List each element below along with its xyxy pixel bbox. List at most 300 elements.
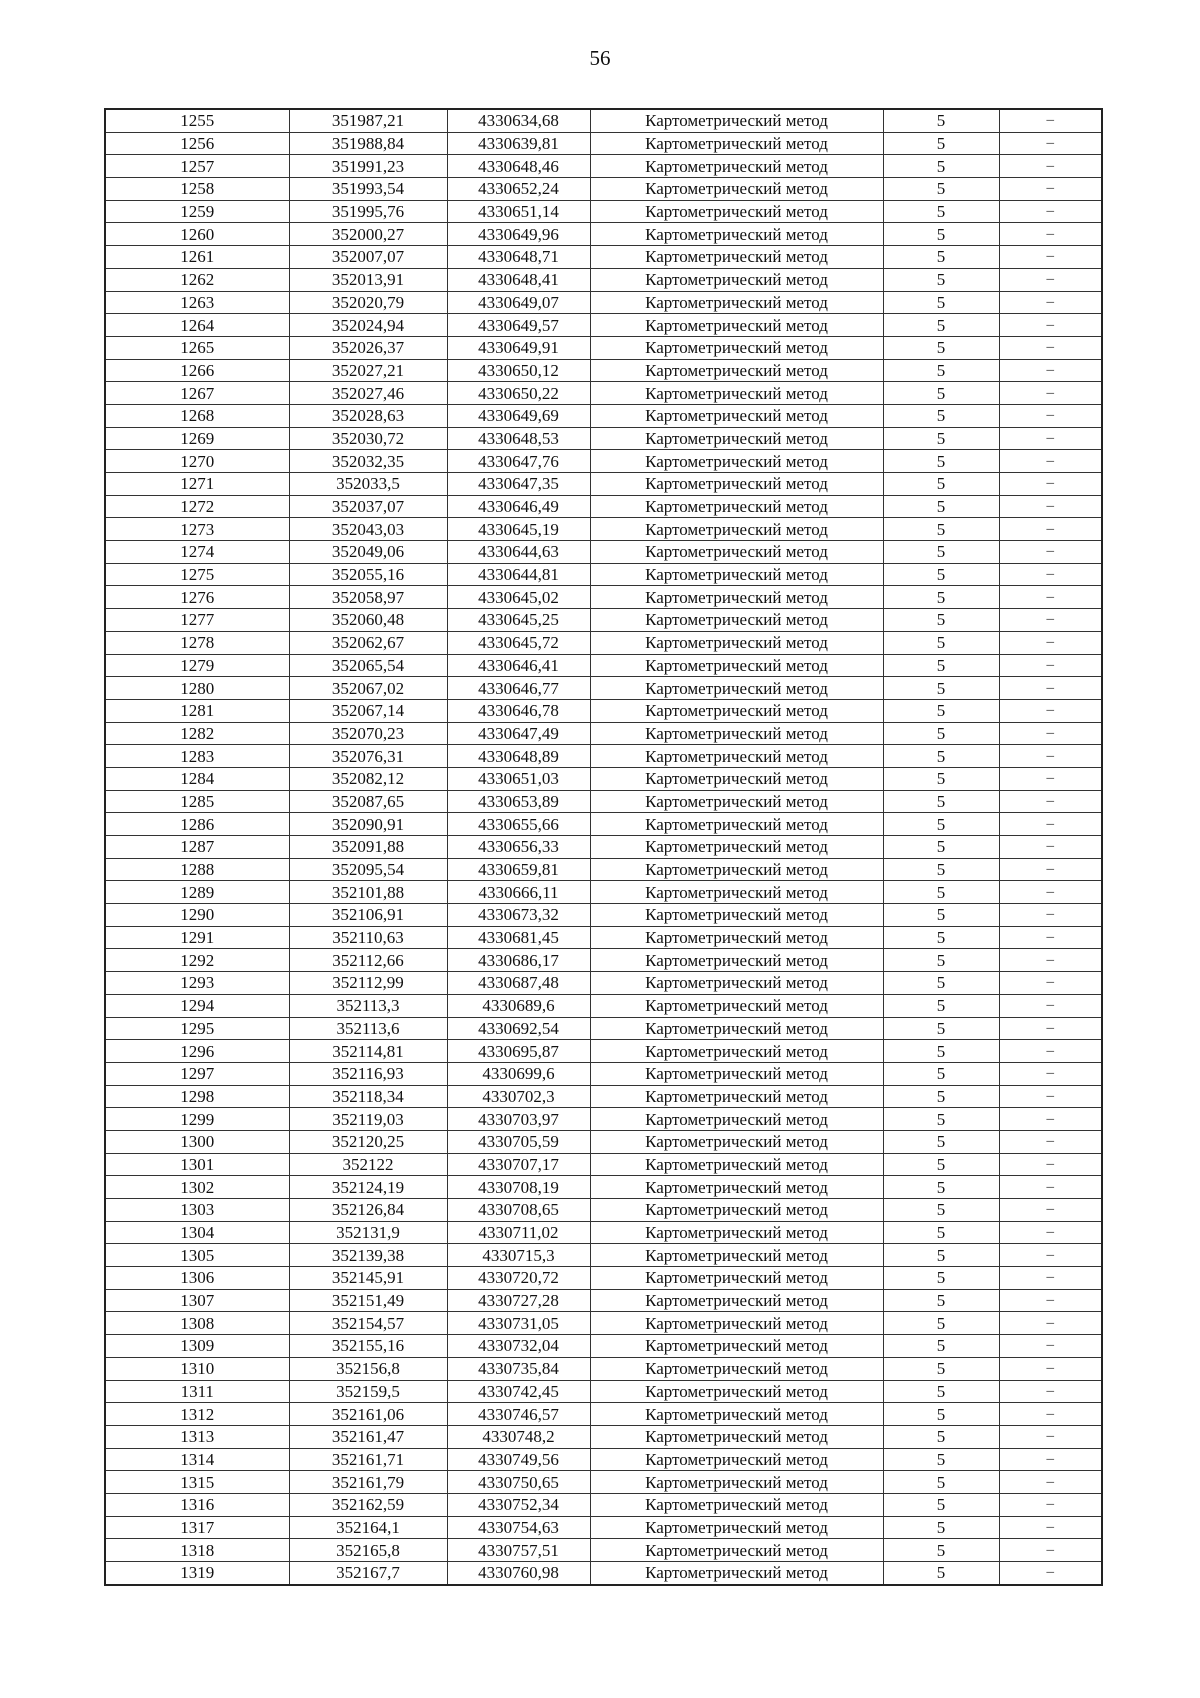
x-coordinate-cell: 352026,37 bbox=[289, 336, 447, 359]
x-coordinate-cell: 351987,21 bbox=[289, 109, 447, 132]
x-coordinate-cell: 352118,34 bbox=[289, 1085, 447, 1108]
y-coordinate-cell: 4330651,03 bbox=[447, 767, 590, 790]
table-row bbox=[105, 1108, 1102, 1131]
table-row bbox=[105, 541, 1102, 564]
extra-cell: – bbox=[999, 200, 1102, 223]
method-cell: Картометрический метод bbox=[590, 473, 883, 496]
method-cell: Картометрический метод bbox=[590, 1471, 883, 1494]
extra-cell: – bbox=[999, 1357, 1102, 1380]
extra-cell: – bbox=[999, 1085, 1102, 1108]
x-coordinate-cell: 352156,8 bbox=[289, 1357, 447, 1380]
point-number-cell: 1270 bbox=[105, 450, 289, 473]
method-cell: Картометрический метод bbox=[590, 336, 883, 359]
extra-cell: – bbox=[999, 1062, 1102, 1085]
method-cell: Картометрический метод bbox=[590, 1539, 883, 1562]
table-row bbox=[105, 404, 1102, 427]
y-coordinate-cell: 4330646,41 bbox=[447, 654, 590, 677]
table-row bbox=[105, 904, 1102, 927]
method-cell: Картометрический метод bbox=[590, 722, 883, 745]
table-row bbox=[105, 495, 1102, 518]
y-coordinate-cell: 4330652,24 bbox=[447, 178, 590, 201]
extra-cell: – bbox=[999, 132, 1102, 155]
y-coordinate-cell: 4330754,63 bbox=[447, 1516, 590, 1539]
point-number-cell: 1274 bbox=[105, 541, 289, 564]
y-coordinate-cell: 4330655,66 bbox=[447, 813, 590, 836]
extra-cell: – bbox=[999, 382, 1102, 405]
accuracy-cell: 5 bbox=[883, 336, 999, 359]
extra-cell: – bbox=[999, 1153, 1102, 1176]
table-row bbox=[105, 336, 1102, 359]
table-row bbox=[105, 132, 1102, 155]
x-coordinate-cell: 352165,8 bbox=[289, 1539, 447, 1562]
x-coordinate-cell: 351995,76 bbox=[289, 200, 447, 223]
point-number-cell: 1284 bbox=[105, 767, 289, 790]
y-coordinate-cell: 4330673,32 bbox=[447, 904, 590, 927]
extra-cell: – bbox=[999, 1040, 1102, 1063]
x-coordinate-cell: 352161,79 bbox=[289, 1471, 447, 1494]
table-row bbox=[105, 813, 1102, 836]
method-cell: Картометрический метод bbox=[590, 994, 883, 1017]
extra-cell: – bbox=[999, 1312, 1102, 1335]
method-cell: Картометрический метод bbox=[590, 790, 883, 813]
point-number-cell: 1309 bbox=[105, 1335, 289, 1358]
table-row bbox=[105, 836, 1102, 859]
extra-cell: – bbox=[999, 1403, 1102, 1426]
point-number-cell: 1290 bbox=[105, 904, 289, 927]
accuracy-cell: 5 bbox=[883, 1130, 999, 1153]
x-coordinate-cell: 352000,27 bbox=[289, 223, 447, 246]
y-coordinate-cell: 4330666,11 bbox=[447, 881, 590, 904]
y-coordinate-cell: 4330727,28 bbox=[447, 1289, 590, 1312]
point-number-cell: 1262 bbox=[105, 268, 289, 291]
extra-cell: – bbox=[999, 223, 1102, 246]
point-number-cell: 1308 bbox=[105, 1312, 289, 1335]
table-row bbox=[105, 677, 1102, 700]
method-cell: Картометрический метод bbox=[590, 1108, 883, 1131]
accuracy-cell: 5 bbox=[883, 314, 999, 337]
method-cell: Картометрический метод bbox=[590, 677, 883, 700]
accuracy-cell: 5 bbox=[883, 495, 999, 518]
accuracy-cell: 5 bbox=[883, 427, 999, 450]
table-row bbox=[105, 1335, 1102, 1358]
y-coordinate-cell: 4330687,48 bbox=[447, 972, 590, 995]
y-coordinate-cell: 4330752,34 bbox=[447, 1493, 590, 1516]
table-row bbox=[105, 790, 1102, 813]
extra-cell: – bbox=[999, 586, 1102, 609]
accuracy-cell: 5 bbox=[883, 586, 999, 609]
x-coordinate-cell: 352116,93 bbox=[289, 1062, 447, 1085]
x-coordinate-cell: 352065,54 bbox=[289, 654, 447, 677]
point-number-cell: 1280 bbox=[105, 677, 289, 700]
accuracy-cell: 5 bbox=[883, 1040, 999, 1063]
x-coordinate-cell: 352122 bbox=[289, 1153, 447, 1176]
x-coordinate-cell: 352043,03 bbox=[289, 518, 447, 541]
accuracy-cell: 5 bbox=[883, 1335, 999, 1358]
method-cell: Картометрический метод bbox=[590, 1176, 883, 1199]
y-coordinate-cell: 4330650,22 bbox=[447, 382, 590, 405]
extra-cell: – bbox=[999, 1017, 1102, 1040]
accuracy-cell: 5 bbox=[883, 858, 999, 881]
method-cell: Картометрический метод bbox=[590, 314, 883, 337]
extra-cell: – bbox=[999, 246, 1102, 269]
extra-cell: – bbox=[999, 178, 1102, 201]
x-coordinate-cell: 352007,07 bbox=[289, 246, 447, 269]
accuracy-cell: 5 bbox=[883, 1108, 999, 1131]
y-coordinate-cell: 4330681,45 bbox=[447, 926, 590, 949]
extra-cell: – bbox=[999, 609, 1102, 632]
point-number-cell: 1313 bbox=[105, 1425, 289, 1448]
x-coordinate-cell: 352076,31 bbox=[289, 745, 447, 768]
point-number-cell: 1277 bbox=[105, 609, 289, 632]
extra-cell: – bbox=[999, 790, 1102, 813]
extra-cell: – bbox=[999, 541, 1102, 564]
x-coordinate-cell: 352082,12 bbox=[289, 767, 447, 790]
x-coordinate-cell: 352112,99 bbox=[289, 972, 447, 995]
x-coordinate-cell: 352114,81 bbox=[289, 1040, 447, 1063]
y-coordinate-cell: 4330649,57 bbox=[447, 314, 590, 337]
accuracy-cell: 5 bbox=[883, 268, 999, 291]
accuracy-cell: 5 bbox=[883, 1425, 999, 1448]
point-number-cell: 1265 bbox=[105, 336, 289, 359]
point-number-cell: 1302 bbox=[105, 1176, 289, 1199]
method-cell: Картометрический метод bbox=[590, 1267, 883, 1290]
table-row bbox=[105, 699, 1102, 722]
method-cell: Картометрический метод bbox=[590, 427, 883, 450]
point-number-cell: 1314 bbox=[105, 1448, 289, 1471]
y-coordinate-cell: 4330699,6 bbox=[447, 1062, 590, 1085]
x-coordinate-cell: 352091,88 bbox=[289, 836, 447, 859]
extra-cell: – bbox=[999, 881, 1102, 904]
table-row bbox=[105, 1130, 1102, 1153]
method-cell: Картометрический метод bbox=[590, 1448, 883, 1471]
method-cell: Картометрический метод bbox=[590, 1017, 883, 1040]
point-number-cell: 1261 bbox=[105, 246, 289, 269]
table-row bbox=[105, 223, 1102, 246]
method-cell: Картометрический метод bbox=[590, 109, 883, 132]
accuracy-cell: 5 bbox=[883, 541, 999, 564]
accuracy-cell: 5 bbox=[883, 609, 999, 632]
extra-cell: – bbox=[999, 495, 1102, 518]
x-coordinate-cell: 352090,91 bbox=[289, 813, 447, 836]
y-coordinate-cell: 4330757,51 bbox=[447, 1539, 590, 1562]
y-coordinate-cell: 4330645,02 bbox=[447, 586, 590, 609]
table-row bbox=[105, 359, 1102, 382]
y-coordinate-cell: 4330702,3 bbox=[447, 1085, 590, 1108]
method-cell: Картометрический метод bbox=[590, 1380, 883, 1403]
x-coordinate-cell: 352060,48 bbox=[289, 609, 447, 632]
table-row bbox=[105, 881, 1102, 904]
extra-cell: – bbox=[999, 836, 1102, 859]
accuracy-cell: 5 bbox=[883, 1017, 999, 1040]
method-cell: Картометрический метод bbox=[590, 586, 883, 609]
method-cell: Картометрический метод bbox=[590, 654, 883, 677]
y-coordinate-cell: 4330645,19 bbox=[447, 518, 590, 541]
table-row bbox=[105, 1176, 1102, 1199]
extra-cell: – bbox=[999, 1221, 1102, 1244]
x-coordinate-cell: 352101,88 bbox=[289, 881, 447, 904]
x-coordinate-cell: 351988,84 bbox=[289, 132, 447, 155]
table-body bbox=[105, 109, 1102, 1585]
method-cell: Картометрический метод bbox=[590, 972, 883, 995]
method-cell: Картометрический метод bbox=[590, 132, 883, 155]
extra-cell: – bbox=[999, 336, 1102, 359]
y-coordinate-cell: 4330742,45 bbox=[447, 1380, 590, 1403]
accuracy-cell: 5 bbox=[883, 109, 999, 132]
accuracy-cell: 5 bbox=[883, 1493, 999, 1516]
x-coordinate-cell: 352155,16 bbox=[289, 1335, 447, 1358]
y-coordinate-cell: 4330649,91 bbox=[447, 336, 590, 359]
table-row bbox=[105, 745, 1102, 768]
accuracy-cell: 5 bbox=[883, 972, 999, 995]
x-coordinate-cell: 352013,91 bbox=[289, 268, 447, 291]
method-cell: Картометрический метод bbox=[590, 1425, 883, 1448]
point-number-cell: 1273 bbox=[105, 518, 289, 541]
table-row bbox=[105, 1539, 1102, 1562]
x-coordinate-cell: 352087,65 bbox=[289, 790, 447, 813]
accuracy-cell: 5 bbox=[883, 1221, 999, 1244]
table-row bbox=[105, 1448, 1102, 1471]
accuracy-cell: 5 bbox=[883, 836, 999, 859]
coordinates-table-container bbox=[104, 108, 1101, 1586]
table-row bbox=[105, 926, 1102, 949]
y-coordinate-cell: 4330703,97 bbox=[447, 1108, 590, 1131]
x-coordinate-cell: 352145,91 bbox=[289, 1267, 447, 1290]
accuracy-cell: 5 bbox=[883, 1176, 999, 1199]
table-row bbox=[105, 1199, 1102, 1222]
table-row bbox=[105, 563, 1102, 586]
x-coordinate-cell: 352030,72 bbox=[289, 427, 447, 450]
extra-cell: – bbox=[999, 677, 1102, 700]
accuracy-cell: 5 bbox=[883, 1153, 999, 1176]
y-coordinate-cell: 4330746,57 bbox=[447, 1403, 590, 1426]
extra-cell: – bbox=[999, 1562, 1102, 1585]
y-coordinate-cell: 4330649,96 bbox=[447, 223, 590, 246]
x-coordinate-cell: 352113,3 bbox=[289, 994, 447, 1017]
extra-cell: – bbox=[999, 1516, 1102, 1539]
point-number-cell: 1297 bbox=[105, 1062, 289, 1085]
table-row bbox=[105, 1062, 1102, 1085]
point-number-cell: 1285 bbox=[105, 790, 289, 813]
table-row bbox=[105, 200, 1102, 223]
extra-cell: – bbox=[999, 427, 1102, 450]
table-row bbox=[105, 654, 1102, 677]
point-number-cell: 1317 bbox=[105, 1516, 289, 1539]
x-coordinate-cell: 352164,1 bbox=[289, 1516, 447, 1539]
x-coordinate-cell: 352067,14 bbox=[289, 699, 447, 722]
extra-cell: – bbox=[999, 994, 1102, 1017]
y-coordinate-cell: 4330653,89 bbox=[447, 790, 590, 813]
accuracy-cell: 5 bbox=[883, 404, 999, 427]
method-cell: Картометрический метод bbox=[590, 1357, 883, 1380]
y-coordinate-cell: 4330647,76 bbox=[447, 450, 590, 473]
point-number-cell: 1305 bbox=[105, 1244, 289, 1267]
extra-cell: – bbox=[999, 1267, 1102, 1290]
x-coordinate-cell: 352020,79 bbox=[289, 291, 447, 314]
x-coordinate-cell: 352106,91 bbox=[289, 904, 447, 927]
accuracy-cell: 5 bbox=[883, 1289, 999, 1312]
y-coordinate-cell: 4330645,72 bbox=[447, 631, 590, 654]
extra-cell: – bbox=[999, 268, 1102, 291]
accuracy-cell: 5 bbox=[883, 1199, 999, 1222]
method-cell: Картометрический метод bbox=[590, 291, 883, 314]
point-number-cell: 1260 bbox=[105, 223, 289, 246]
x-coordinate-cell: 352167,7 bbox=[289, 1562, 447, 1585]
table-row bbox=[105, 1153, 1102, 1176]
extra-cell: – bbox=[999, 1289, 1102, 1312]
point-number-cell: 1304 bbox=[105, 1221, 289, 1244]
method-cell: Картометрический метод bbox=[590, 836, 883, 859]
accuracy-cell: 5 bbox=[883, 1403, 999, 1426]
method-cell: Картометрический метод bbox=[590, 200, 883, 223]
extra-cell: – bbox=[999, 1244, 1102, 1267]
accuracy-cell: 5 bbox=[883, 359, 999, 382]
extra-cell: – bbox=[999, 972, 1102, 995]
x-coordinate-cell: 352033,5 bbox=[289, 473, 447, 496]
table-row bbox=[105, 155, 1102, 178]
table-row bbox=[105, 291, 1102, 314]
method-cell: Картометрический метод bbox=[590, 404, 883, 427]
y-coordinate-cell: 4330686,17 bbox=[447, 949, 590, 972]
point-number-cell: 1255 bbox=[105, 109, 289, 132]
accuracy-cell: 5 bbox=[883, 994, 999, 1017]
point-number-cell: 1283 bbox=[105, 745, 289, 768]
extra-cell: – bbox=[999, 1448, 1102, 1471]
x-coordinate-cell: 352119,03 bbox=[289, 1108, 447, 1131]
table-row bbox=[105, 1221, 1102, 1244]
accuracy-cell: 5 bbox=[883, 699, 999, 722]
point-number-cell: 1278 bbox=[105, 631, 289, 654]
accuracy-cell: 5 bbox=[883, 1312, 999, 1335]
x-coordinate-cell: 352049,06 bbox=[289, 541, 447, 564]
y-coordinate-cell: 4330646,78 bbox=[447, 699, 590, 722]
x-coordinate-cell: 352112,66 bbox=[289, 949, 447, 972]
method-cell: Картометрический метод bbox=[590, 745, 883, 768]
y-coordinate-cell: 4330648,46 bbox=[447, 155, 590, 178]
table-row bbox=[105, 518, 1102, 541]
method-cell: Картометрический метод bbox=[590, 1403, 883, 1426]
x-coordinate-cell: 352161,47 bbox=[289, 1425, 447, 1448]
point-number-cell: 1271 bbox=[105, 473, 289, 496]
accuracy-cell: 5 bbox=[883, 246, 999, 269]
method-cell: Картометрический метод bbox=[590, 699, 883, 722]
x-coordinate-cell: 352027,46 bbox=[289, 382, 447, 405]
table-row bbox=[105, 994, 1102, 1017]
y-coordinate-cell: 4330749,56 bbox=[447, 1448, 590, 1471]
extra-cell: – bbox=[999, 1176, 1102, 1199]
y-coordinate-cell: 4330648,41 bbox=[447, 268, 590, 291]
table-row bbox=[105, 1562, 1102, 1585]
point-number-cell: 1256 bbox=[105, 132, 289, 155]
y-coordinate-cell: 4330649,07 bbox=[447, 291, 590, 314]
point-number-cell: 1295 bbox=[105, 1017, 289, 1040]
table-row bbox=[105, 450, 1102, 473]
extra-cell: – bbox=[999, 654, 1102, 677]
point-number-cell: 1272 bbox=[105, 495, 289, 518]
y-coordinate-cell: 4330648,53 bbox=[447, 427, 590, 450]
x-coordinate-cell: 352159,5 bbox=[289, 1380, 447, 1403]
table-row bbox=[105, 178, 1102, 201]
method-cell: Картометрический метод bbox=[590, 1085, 883, 1108]
x-coordinate-cell: 352161,06 bbox=[289, 1403, 447, 1426]
method-cell: Картометрический метод bbox=[590, 813, 883, 836]
method-cell: Картометрический метод bbox=[590, 949, 883, 972]
x-coordinate-cell: 352131,9 bbox=[289, 1221, 447, 1244]
method-cell: Картометрический метод bbox=[590, 1312, 883, 1335]
y-coordinate-cell: 4330692,54 bbox=[447, 1017, 590, 1040]
x-coordinate-cell: 352113,6 bbox=[289, 1017, 447, 1040]
extra-cell: – bbox=[999, 767, 1102, 790]
extra-cell: – bbox=[999, 1380, 1102, 1403]
accuracy-cell: 5 bbox=[883, 1516, 999, 1539]
point-number-cell: 1292 bbox=[105, 949, 289, 972]
x-coordinate-cell: 352028,63 bbox=[289, 404, 447, 427]
table-row bbox=[105, 1085, 1102, 1108]
x-coordinate-cell: 352161,71 bbox=[289, 1448, 447, 1471]
table-row bbox=[105, 631, 1102, 654]
accuracy-cell: 5 bbox=[883, 473, 999, 496]
x-coordinate-cell: 352027,21 bbox=[289, 359, 447, 382]
extra-cell: – bbox=[999, 563, 1102, 586]
extra-cell: – bbox=[999, 1108, 1102, 1131]
extra-cell: – bbox=[999, 1130, 1102, 1153]
x-coordinate-cell: 352037,07 bbox=[289, 495, 447, 518]
y-coordinate-cell: 4330720,72 bbox=[447, 1267, 590, 1290]
y-coordinate-cell: 4330748,2 bbox=[447, 1425, 590, 1448]
x-coordinate-cell: 352024,94 bbox=[289, 314, 447, 337]
extra-cell: – bbox=[999, 404, 1102, 427]
extra-cell: – bbox=[999, 359, 1102, 382]
accuracy-cell: 5 bbox=[883, 223, 999, 246]
point-number-cell: 1311 bbox=[105, 1380, 289, 1403]
accuracy-cell: 5 bbox=[883, 677, 999, 700]
point-number-cell: 1306 bbox=[105, 1267, 289, 1290]
point-number-cell: 1307 bbox=[105, 1289, 289, 1312]
table-row bbox=[105, 609, 1102, 632]
extra-cell: – bbox=[999, 1425, 1102, 1448]
y-coordinate-cell: 4330648,71 bbox=[447, 246, 590, 269]
method-cell: Картометрический метод bbox=[590, 767, 883, 790]
point-number-cell: 1286 bbox=[105, 813, 289, 836]
y-coordinate-cell: 4330650,12 bbox=[447, 359, 590, 382]
accuracy-cell: 5 bbox=[883, 813, 999, 836]
x-coordinate-cell: 352058,97 bbox=[289, 586, 447, 609]
accuracy-cell: 5 bbox=[883, 1267, 999, 1290]
method-cell: Картометрический метод bbox=[590, 609, 883, 632]
coordinates-table bbox=[104, 108, 1103, 1586]
x-coordinate-cell: 352067,02 bbox=[289, 677, 447, 700]
table-row bbox=[105, 1017, 1102, 1040]
point-number-cell: 1266 bbox=[105, 359, 289, 382]
point-number-cell: 1300 bbox=[105, 1130, 289, 1153]
y-coordinate-cell: 4330639,81 bbox=[447, 132, 590, 155]
table-row bbox=[105, 314, 1102, 337]
point-number-cell: 1276 bbox=[105, 586, 289, 609]
table-row bbox=[105, 246, 1102, 269]
accuracy-cell: 5 bbox=[883, 1062, 999, 1085]
point-number-cell: 1296 bbox=[105, 1040, 289, 1063]
table-row bbox=[105, 382, 1102, 405]
table-row bbox=[105, 268, 1102, 291]
accuracy-cell: 5 bbox=[883, 132, 999, 155]
y-coordinate-cell: 4330656,33 bbox=[447, 836, 590, 859]
accuracy-cell: 5 bbox=[883, 1562, 999, 1585]
extra-cell: – bbox=[999, 858, 1102, 881]
extra-cell: – bbox=[999, 1539, 1102, 1562]
table-row bbox=[105, 427, 1102, 450]
point-number-cell: 1267 bbox=[105, 382, 289, 405]
accuracy-cell: 5 bbox=[883, 382, 999, 405]
method-cell: Картометрический метод bbox=[590, 1289, 883, 1312]
